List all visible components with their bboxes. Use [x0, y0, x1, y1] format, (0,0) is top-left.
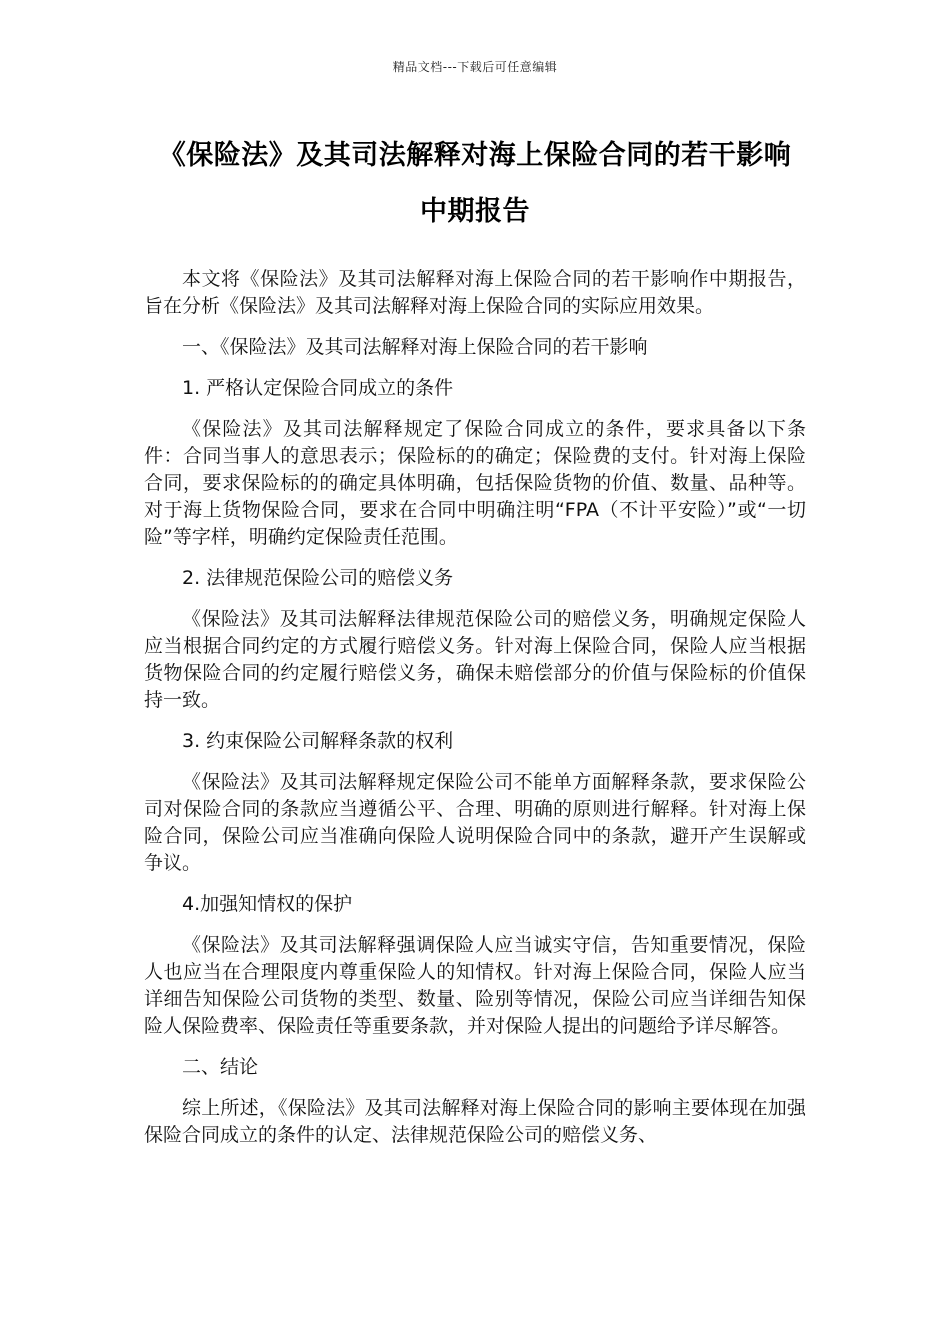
- subsection-3-heading: 3. 约束保险公司解释条款的权利: [182, 730, 454, 752]
- document-body: [144, 266, 806, 1163]
- subsection-2-heading: 2. 法律规范保险公司的赔偿义务: [182, 567, 454, 589]
- subsection-1-paragraph: 《保险法》及其司法解释规定了保险合同成立的条件，要求具备以下条件：合同当事人的意思表示；保险标的的确定；保险费的支付。针对海上保险合同，要求保险标的的确定具体明确，包括保险货物的价值、数量、品种等。对于海上货物保险合同，要求在合同中明确注明“FPA（不计平安险）”或“一切险”等字样，明确约定保险责任范围。: [144, 418, 806, 548]
- subsection-2-paragraph: 《保险法》及其司法解释法律规范保险公司的赔偿义务，明确规定保险人应当根据合同约定的方式履行赔偿义务。针对海上保险合同，保险人应当根据货物保险合同的约定履行赔偿义务，确保未赔偿部分的价值与保险标的价值保持一致。: [144, 608, 806, 711]
- section-1-heading: 一、《保险法》及其司法解释对海上保险合同的若干影响: [182, 336, 648, 358]
- document-title: [95, 128, 855, 240]
- subsection-1-heading: 1. 严格认定保险合同成立的条件: [182, 377, 454, 399]
- conclusion-paragraph: 综上所述，《保险法》及其司法解释对海上保险合同的影响主要体现在加强保险合同成立的条件的认定、法律规范保险公司的赔偿义务、: [144, 1097, 806, 1146]
- intro-paragraph: 本文将《保险法》及其司法解释对海上保险合同的若干影响作中期报告，旨在分析《保险法》及其司法解释对海上保险合同的实际应用效果。: [144, 268, 806, 317]
- subsection-3-paragraph: 《保险法》及其司法解释规定保险公司不能单方面解释条款，要求保险公司对保险合同的条款应当遵循公平、合理、明确的原则进行解释。针对海上保险合同，保险公司应当准确向保险人说明保险合同中的条款，避开产生误解或争议。: [144, 771, 806, 874]
- title-line-2: 中期报告: [420, 196, 530, 227]
- subsection-4-heading: 4.加强知情权的保护: [182, 893, 353, 915]
- page-header-note: 精品文档---下载后可任意编辑: [392, 60, 558, 74]
- subsection-4-paragraph: 《保险法》及其司法解释强调保险人应当诚实守信，告知重要情况，保险人也应当在合理限度内尊重保险人的知情权。针对海上保险合同，保险人应当详细告知保险公司货物的类型、数量、险别等情况，保险公司应当详细告知保险人保险费率、保险责任等重要条款，并对保险人提出的问题给予详尽解答。: [144, 934, 806, 1037]
- title-line-1: 《保险法》及其司法解释对海上保险合同的若干影响: [158, 140, 792, 171]
- section-2-heading: 二、结论: [182, 1056, 259, 1078]
